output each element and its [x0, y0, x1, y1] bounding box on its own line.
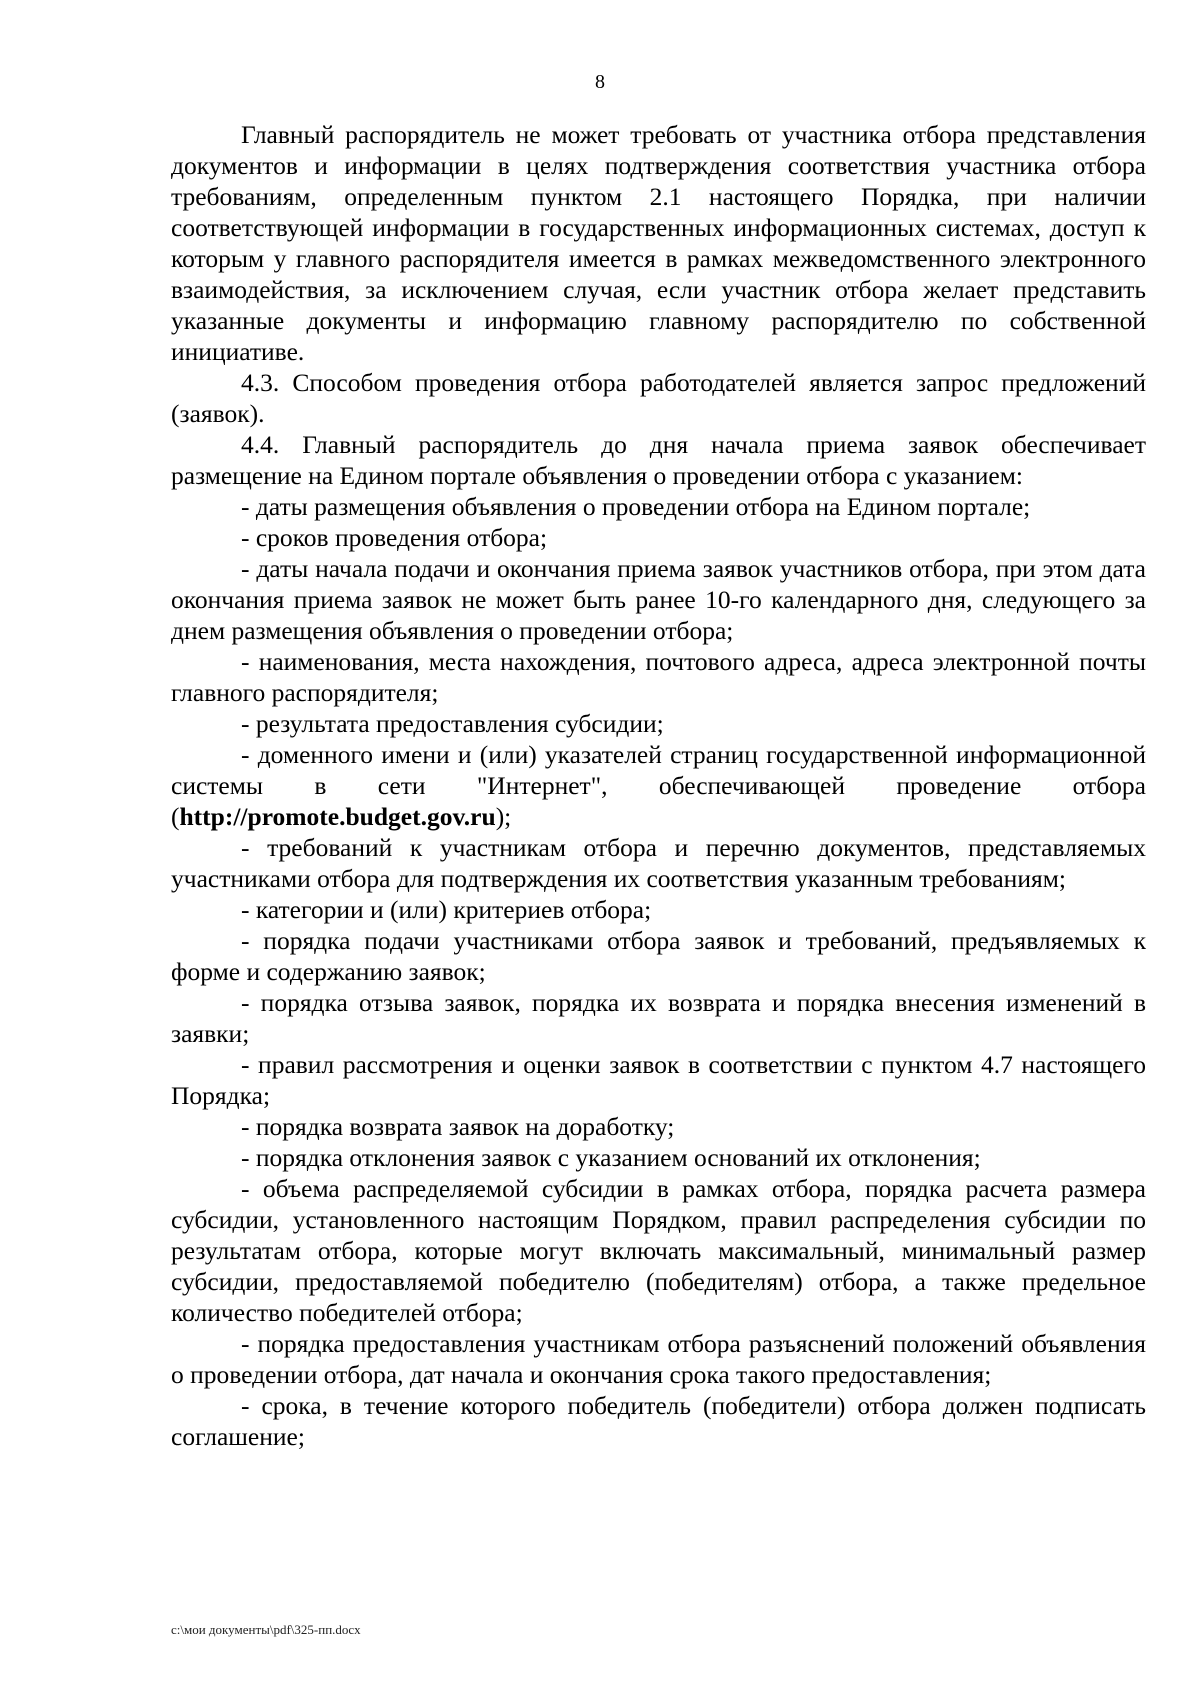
budget-portal-link[interactable]: http://promote.budget.gov.ru — [179, 802, 496, 831]
list-item-agreement-term: - срока, в течение которого победитель (победители) отбора должен подписать соглашение; — [171, 1391, 1146, 1451]
page-number: 8 — [595, 71, 605, 93]
paragraph-4-3: 4.3. Способом проведения отбора работодателей является запрос предложений (заявок). — [171, 368, 1146, 428]
list-item-participant-requirements: - требований к участникам отбора и перечню документов, представляемых участниками отбора для подтверждения их соответствия указанным требованиям; — [171, 833, 1146, 893]
list-item-domain-name — [171, 739, 1146, 832]
list-item-administrator-contacts: - наименования, места нахождения, почтового адреса, адреса электронной почты главного распорядителя; — [171, 647, 1146, 707]
list-item-return-for-revision: - порядка возврата заявок на доработку; — [241, 1112, 675, 1141]
domain-text-before: - доменного имени и (или) указателей страниц государственной информационной системы в сети "Интернет", обеспечивающей проведение отбора ( — [171, 740, 1146, 831]
list-item-placement-date: - даты размещения объявления о проведении отбора на Едином портале; — [241, 492, 1031, 521]
list-item-subsidy-volume: - объема распределяемой субсидии в рамках отбора, порядка расчета размера субсидии, установленного настоящим Порядком, правил распределения субсидии по результатам отбора, которые могут включать максимальный, минимальный размер субсидии, предоставляемой победителю (победителям) отбора, а также предельное количество победителей отбора; — [171, 1174, 1146, 1327]
paragraph-main-administrator: Главный распорядитель не может требовать от участника отбора представления документов и информации в целях подтверждения соответствия участника отбора требованиям, определенным пунктом 2.1 настоящего Порядка, при наличии соответствующей информации в государственных информационных системах, доступ к которым у главного распорядителя имеется в рамках межведомственного электронного взаимодействия, за исключением случая, если участник отбора желает представить указанные документы и информацию главному распорядителю по собственной инициативе. — [171, 120, 1146, 366]
list-item-selection-criteria: - категории и (или) критериев отбора; — [241, 895, 652, 924]
list-item-application-dates: - даты начала подачи и окончания приема заявок участников отбора, при этом дата окончания приема заявок не может быть ранее 10-го календарного дня, следующего за днем размещения объявления о проведении отбора; — [171, 554, 1146, 645]
document-body — [171, 119, 1146, 1452]
list-item-rejection-procedure: - порядка отклонения заявок с указанием оснований их отклонения; — [241, 1143, 981, 1172]
paragraph-4-4: 4.4. Главный распорядитель до дня начала приема заявок обеспечивает размещение на Едином портале объявления о проведении отбора с указанием: — [171, 430, 1146, 490]
list-item-selection-terms: - сроков проведения отбора; — [241, 523, 548, 552]
footer-file-path: c:\мои документы\pdf\325-пп.docx — [171, 1622, 361, 1637]
list-item-clarifications: - порядка предоставления участникам отбора разъяснений положений объявления о проведении отбора, дат начала и окончания срока такого предоставления; — [171, 1329, 1146, 1389]
list-item-subsidy-result: - результата предоставления субсидии; — [241, 709, 664, 738]
list-item-submission-procedure: - порядка подачи участниками отбора заявок и требований, предъявляемых к форме и содержанию заявок; — [171, 926, 1146, 986]
domain-text-after: ); — [495, 802, 512, 831]
list-item-withdrawal-procedure: - порядка отзыва заявок, порядка их возврата и порядка внесения изменений в заявки; — [171, 988, 1146, 1048]
list-item-evaluation-rules: - правил рассмотрения и оценки заявок в соответствии с пунктом 4.7 настоящего Порядка; — [171, 1050, 1146, 1110]
